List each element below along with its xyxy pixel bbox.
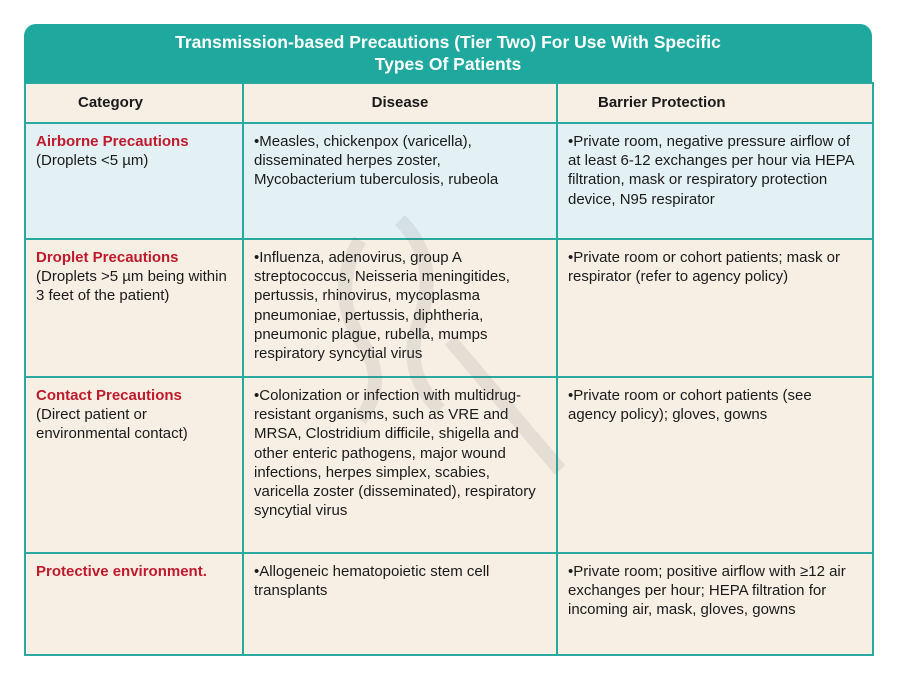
- barrier-cell: •Private room, negative pressure airflow of at least 6-12 exchanges per hour via HEPA filtration, mask or respiratory protection device, N95 respirator: [557, 123, 873, 239]
- category-name: Airborne Precautions: [36, 133, 189, 150]
- category-cell: [25, 123, 243, 239]
- disease-cell: •Measles, chickenpox (varicella), disseminated herpes zoster, Mycobacterium tuberculosis, rubeola: [243, 123, 557, 239]
- category-desc: (Droplets >5 µm being within 3 feet of the patient): [36, 268, 227, 305]
- category-name: Droplet Precautions: [36, 249, 179, 266]
- header-row: [25, 83, 873, 123]
- disease-cell: •Influenza, adenovirus, group A streptococcus, Neisseria meningitides, pertussis, rhinovirus, mycoplasma pneumoniae, pertussis, diphtheria, pneumonic plague, rubella, mumps respiratory syncytial virus: [243, 239, 557, 377]
- category-name: Contact Precautions: [36, 387, 182, 404]
- header-barrier: Barrier Protection: [557, 83, 873, 123]
- header-category: Category: [25, 83, 243, 123]
- table-row: [25, 377, 873, 553]
- barrier-cell: •Private room or cohort patients (see agency policy); gloves, gowns: [557, 377, 873, 553]
- category-cell: [25, 553, 243, 655]
- title-line-1: Transmission-based Precautions (Tier Two) For Use With Specific: [175, 32, 721, 52]
- header-disease: Disease: [243, 83, 557, 123]
- title-line-2: Types Of Patients: [374, 54, 522, 74]
- category-cell: [25, 377, 243, 553]
- category-cell: [25, 239, 243, 377]
- disease-cell: •Allogeneic hematopoietic stem cell transplants: [243, 553, 557, 655]
- category-desc: (Droplets <5 µm): [36, 152, 149, 170]
- category-name: Protective environment.: [36, 563, 207, 580]
- precautions-card: [24, 24, 872, 656]
- barrier-cell: •Private room or cohort patients; mask or respirator (refer to agency policy): [557, 239, 873, 377]
- table-row: [25, 553, 873, 655]
- table-row: [25, 239, 873, 377]
- category-desc: (Direct patient or environmental contact): [36, 406, 188, 443]
- table-row: [25, 123, 873, 239]
- disease-cell: •Colonization or infection with multidrug-resistant organisms, such as VRE and MRSA, Clostridium difficile, shigella and other enteric pathogens, major wound infections, herpes simplex, scabies, varicella zoster (disseminated), respiratory syncytial virus: [243, 377, 557, 553]
- table-title: [24, 24, 872, 82]
- barrier-cell: •Private room; positive airflow with ≥12 air exchanges per hour; HEPA filtration for incoming air, mask, gloves, gowns: [557, 553, 873, 655]
- precautions-table: [24, 82, 874, 656]
